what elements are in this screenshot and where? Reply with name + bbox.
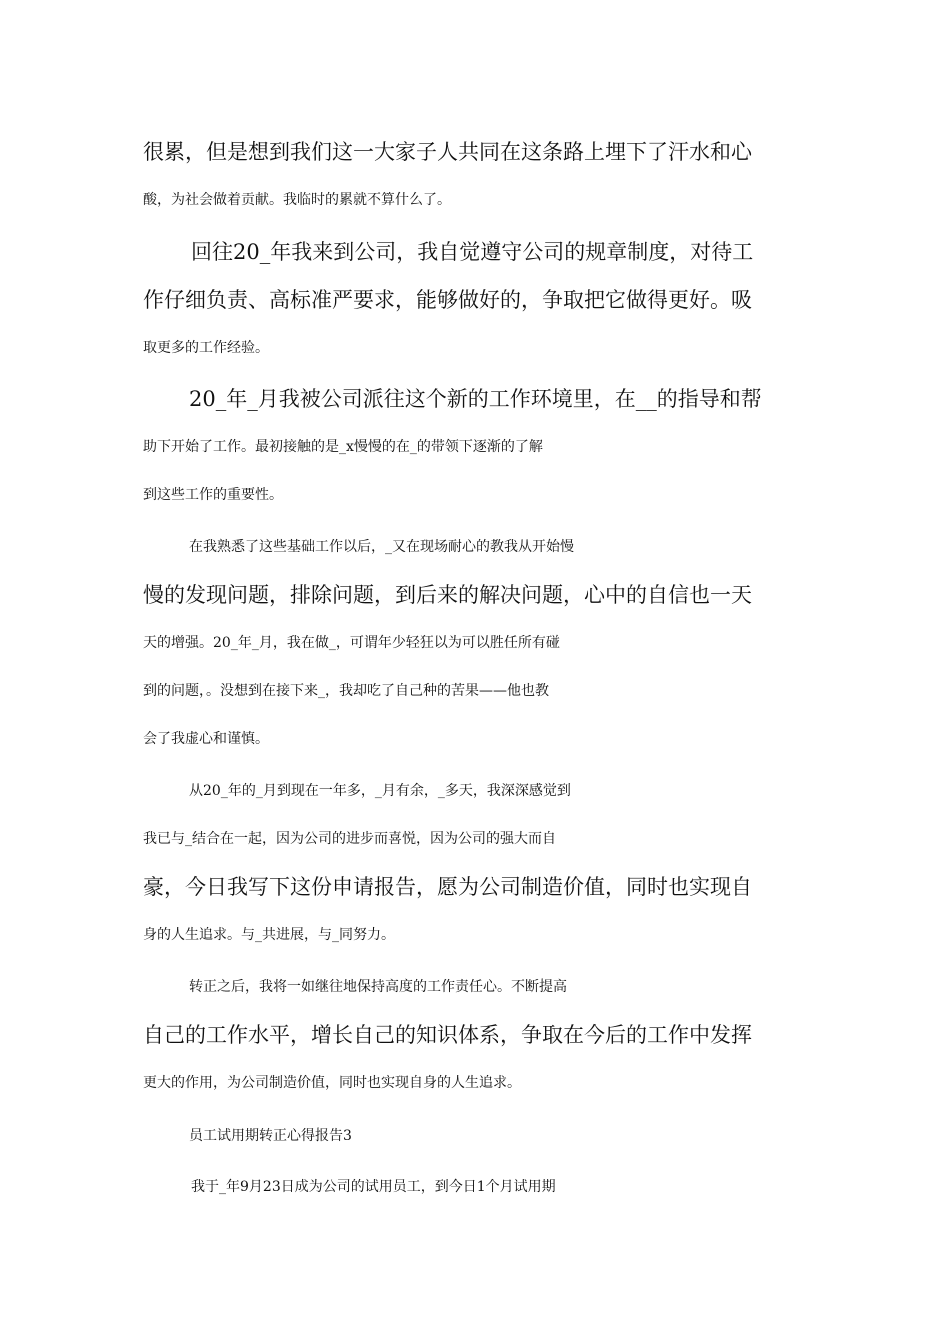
text-line: 转正之后，我将一如继往地保持高度的工作责任心。不断提高 (189, 979, 567, 995)
text-line: 在我熟悉了这些基础工作以后，_又在现场耐心的教我从开始慢 (189, 539, 574, 555)
text-line: 我已与_结合在一起，因为公司的进步而喜悦，因为公司的强大而自 (143, 831, 556, 847)
text-line: 作仔细负责、高标准严要求，能够做好的，争取把它做得更好。吸 (143, 288, 752, 312)
text-line: 从20_年的_月到现在一年多，_月有余，_多天，我深深感觉到 (189, 783, 571, 799)
text-line: 慢的发现问题，排除问题，到后来的解决问题，心中的自信也一天 (143, 583, 752, 607)
text-line: 酸，为社会做着贡献。我临时的累就不算什么了。 (143, 192, 451, 208)
text-line: 我于_年9月23日成为公司的试用员工，到今日1个月试用期 (191, 1179, 556, 1195)
text-line: 20_年_月我被公司派往这个新的工作环境里，在__的指导和帮 (189, 387, 762, 411)
section-heading: 员工试用期转正心得报告3 (189, 1128, 352, 1144)
text-line: 身的人生追求。与_共进展，与_同努力。 (143, 927, 395, 943)
text-line: 到这些工作的重要性。 (143, 487, 283, 503)
text-line: 到的问题，。没想到在接下来_，我却吃了自己种的苦果——他也教 (143, 683, 549, 699)
text-line: 会了我虚心和谨慎。 (143, 731, 269, 747)
text-line: 自己的工作水平，增长自己的知识体系，争取在今后的工作中发挥 (143, 1023, 752, 1047)
text-line: 助下开始了工作。最初接触的是_x慢慢的在_的带领下逐渐的了解 (143, 439, 543, 455)
text-line: 天的增强。20_年_月，我在做_，可谓年少轻狂以为可以胜任所有碰 (143, 635, 560, 651)
text-line: 很累，但是想到我们这一大家子人共同在这条路上埋下了汗水和心 (143, 140, 752, 164)
text-line: 回往20_年我来到公司，我自觉遵守公司的规章制度，对待工 (191, 240, 754, 264)
text-line: 更大的作用，为公司制造价值，同时也实现自身的人生追求。 (143, 1075, 521, 1091)
text-line: 取更多的工作经验。 (143, 340, 269, 356)
text-line: 豪，今日我写下这份申请报告，愿为公司制造价值，同时也实现自 (143, 875, 752, 899)
